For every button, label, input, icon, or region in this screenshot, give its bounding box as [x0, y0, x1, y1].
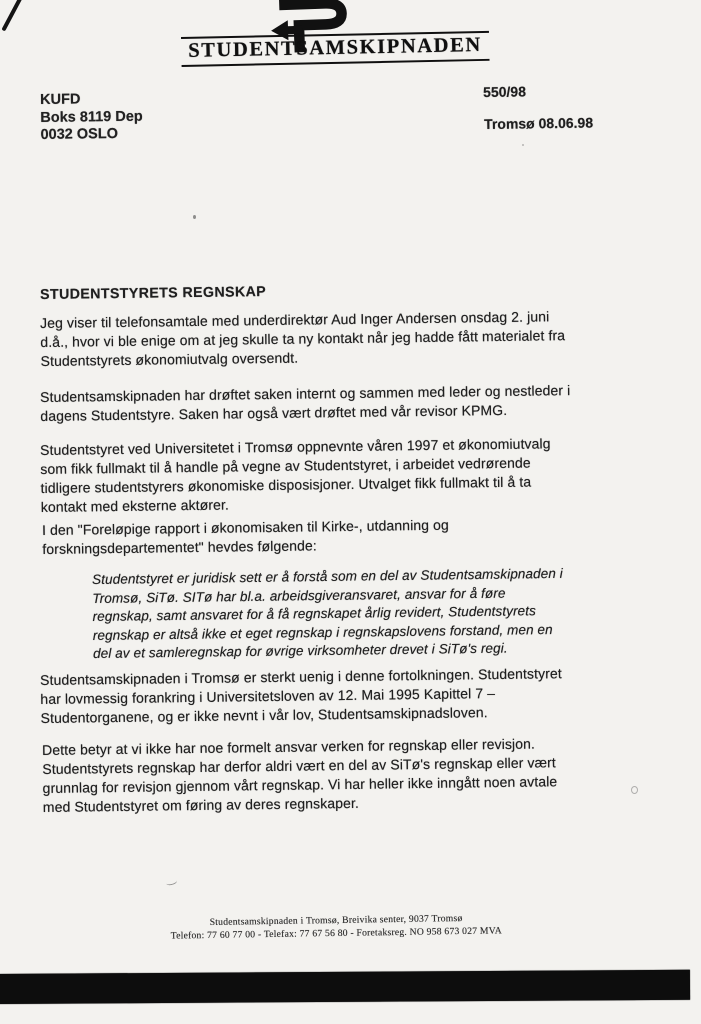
paragraph-5: Studentsamskipnaden i Tromsø er sterkt uenig i denne fortolkningen. Studentstyret har lovmessig forankring i Universitetsloven av 12. Mai 1995 Kapittel 7 – Studentorganene, og er ikke nevnt i vår lov, Studentsamskipnadsloven.	[40, 665, 562, 726]
org-banner	[181, 31, 489, 67]
blockquote-report-citation: Studentstyret er juridisk sett er å forstå som en del av Studentsamskipnaden i Tromsø, SiTø. SITø har bl.a. arbeidsgiveransvaret, ansvar for å føre regnskap, samt ansvaret for å få regnskapet årlig revidert, Studentstyrets regnskap er altså ikke et eget regnskap i regnskapslovens forstand, men en del av et samleregnskap for øvrige virksomheter drevet i SiTø's regi.	[92, 565, 563, 662]
org-name: STUDENTSAMSKIPNADEN	[181, 31, 489, 67]
scan-speck	[193, 215, 196, 219]
paragraph-2: Studentsamskipnaden har drøftet saken internt og sammen med leder og nestleder i dagens Studentstyre. Saken har også vært drøftet med vår revisor KPMG.	[40, 382, 571, 424]
paragraph-6: Dette betyr at vi ikke har noe formelt ansvar verken for regnskap eller revisjon. Studentstyrets regnskap har derfor aldri vært en del av SiTø's regnskap eller vært grunnlag for revisjon gjennom vårt regnskap. Vi har heller ikke inngått noen avtale med Studentstyret om føring av deres regnskaper.	[42, 735, 558, 815]
scan-speck	[631, 786, 638, 794]
bottom-black-bar	[0, 970, 690, 1004]
paragraph-1: Jeg viser til telefonsamtale med underdirektør Aud Inger Andersen onsdag 2. juni d.å., hvor vi ble enige om at jeg skulle ta ny kontakt når jeg hadde fått materialet fra Studentstyrets økonomiutvalg oversendt.	[40, 308, 566, 369]
reference-number: 550/98	[483, 83, 527, 100]
recipient-address: KUFD Boks 8119 Dep 0032 OSLO	[40, 91, 143, 143]
place-and-date: Tromsø 08.06.98	[484, 114, 594, 132]
scan-speck	[522, 144, 524, 146]
scan-speck	[165, 878, 177, 886]
letterhead-footer: Studentsamskipnaden i Tromsø, Breivika senter, 9037 Tromsø Telefon: 77 60 77 00 - Telefax: 77 67 56 80 - Foretaksreg. NO 958 673 027 MVA	[170, 913, 502, 942]
subject-heading: STUDENTSTYRETS REGNSKAP	[40, 284, 267, 303]
paragraph-3: Studentstyret ved Universitetet i Tromsø oppnevnte våren 1997 et økonomiutvalg som fikk fullmakt til å handle på vegne av Studentstyret, i arbeidet vedrørende tidligere studentstyrers økonomiske disposisjoner. Utvalget fikk fullmakt til å ta kontakt med eksterne aktører.	[40, 435, 551, 515]
paragraph-4: I den "Foreløpige rapport i økonomisaken til Kirke-, utdanning og forskningsdepartementet" hevdes følgende:	[42, 516, 449, 557]
scan-corner-streak	[1, 0, 24, 31]
